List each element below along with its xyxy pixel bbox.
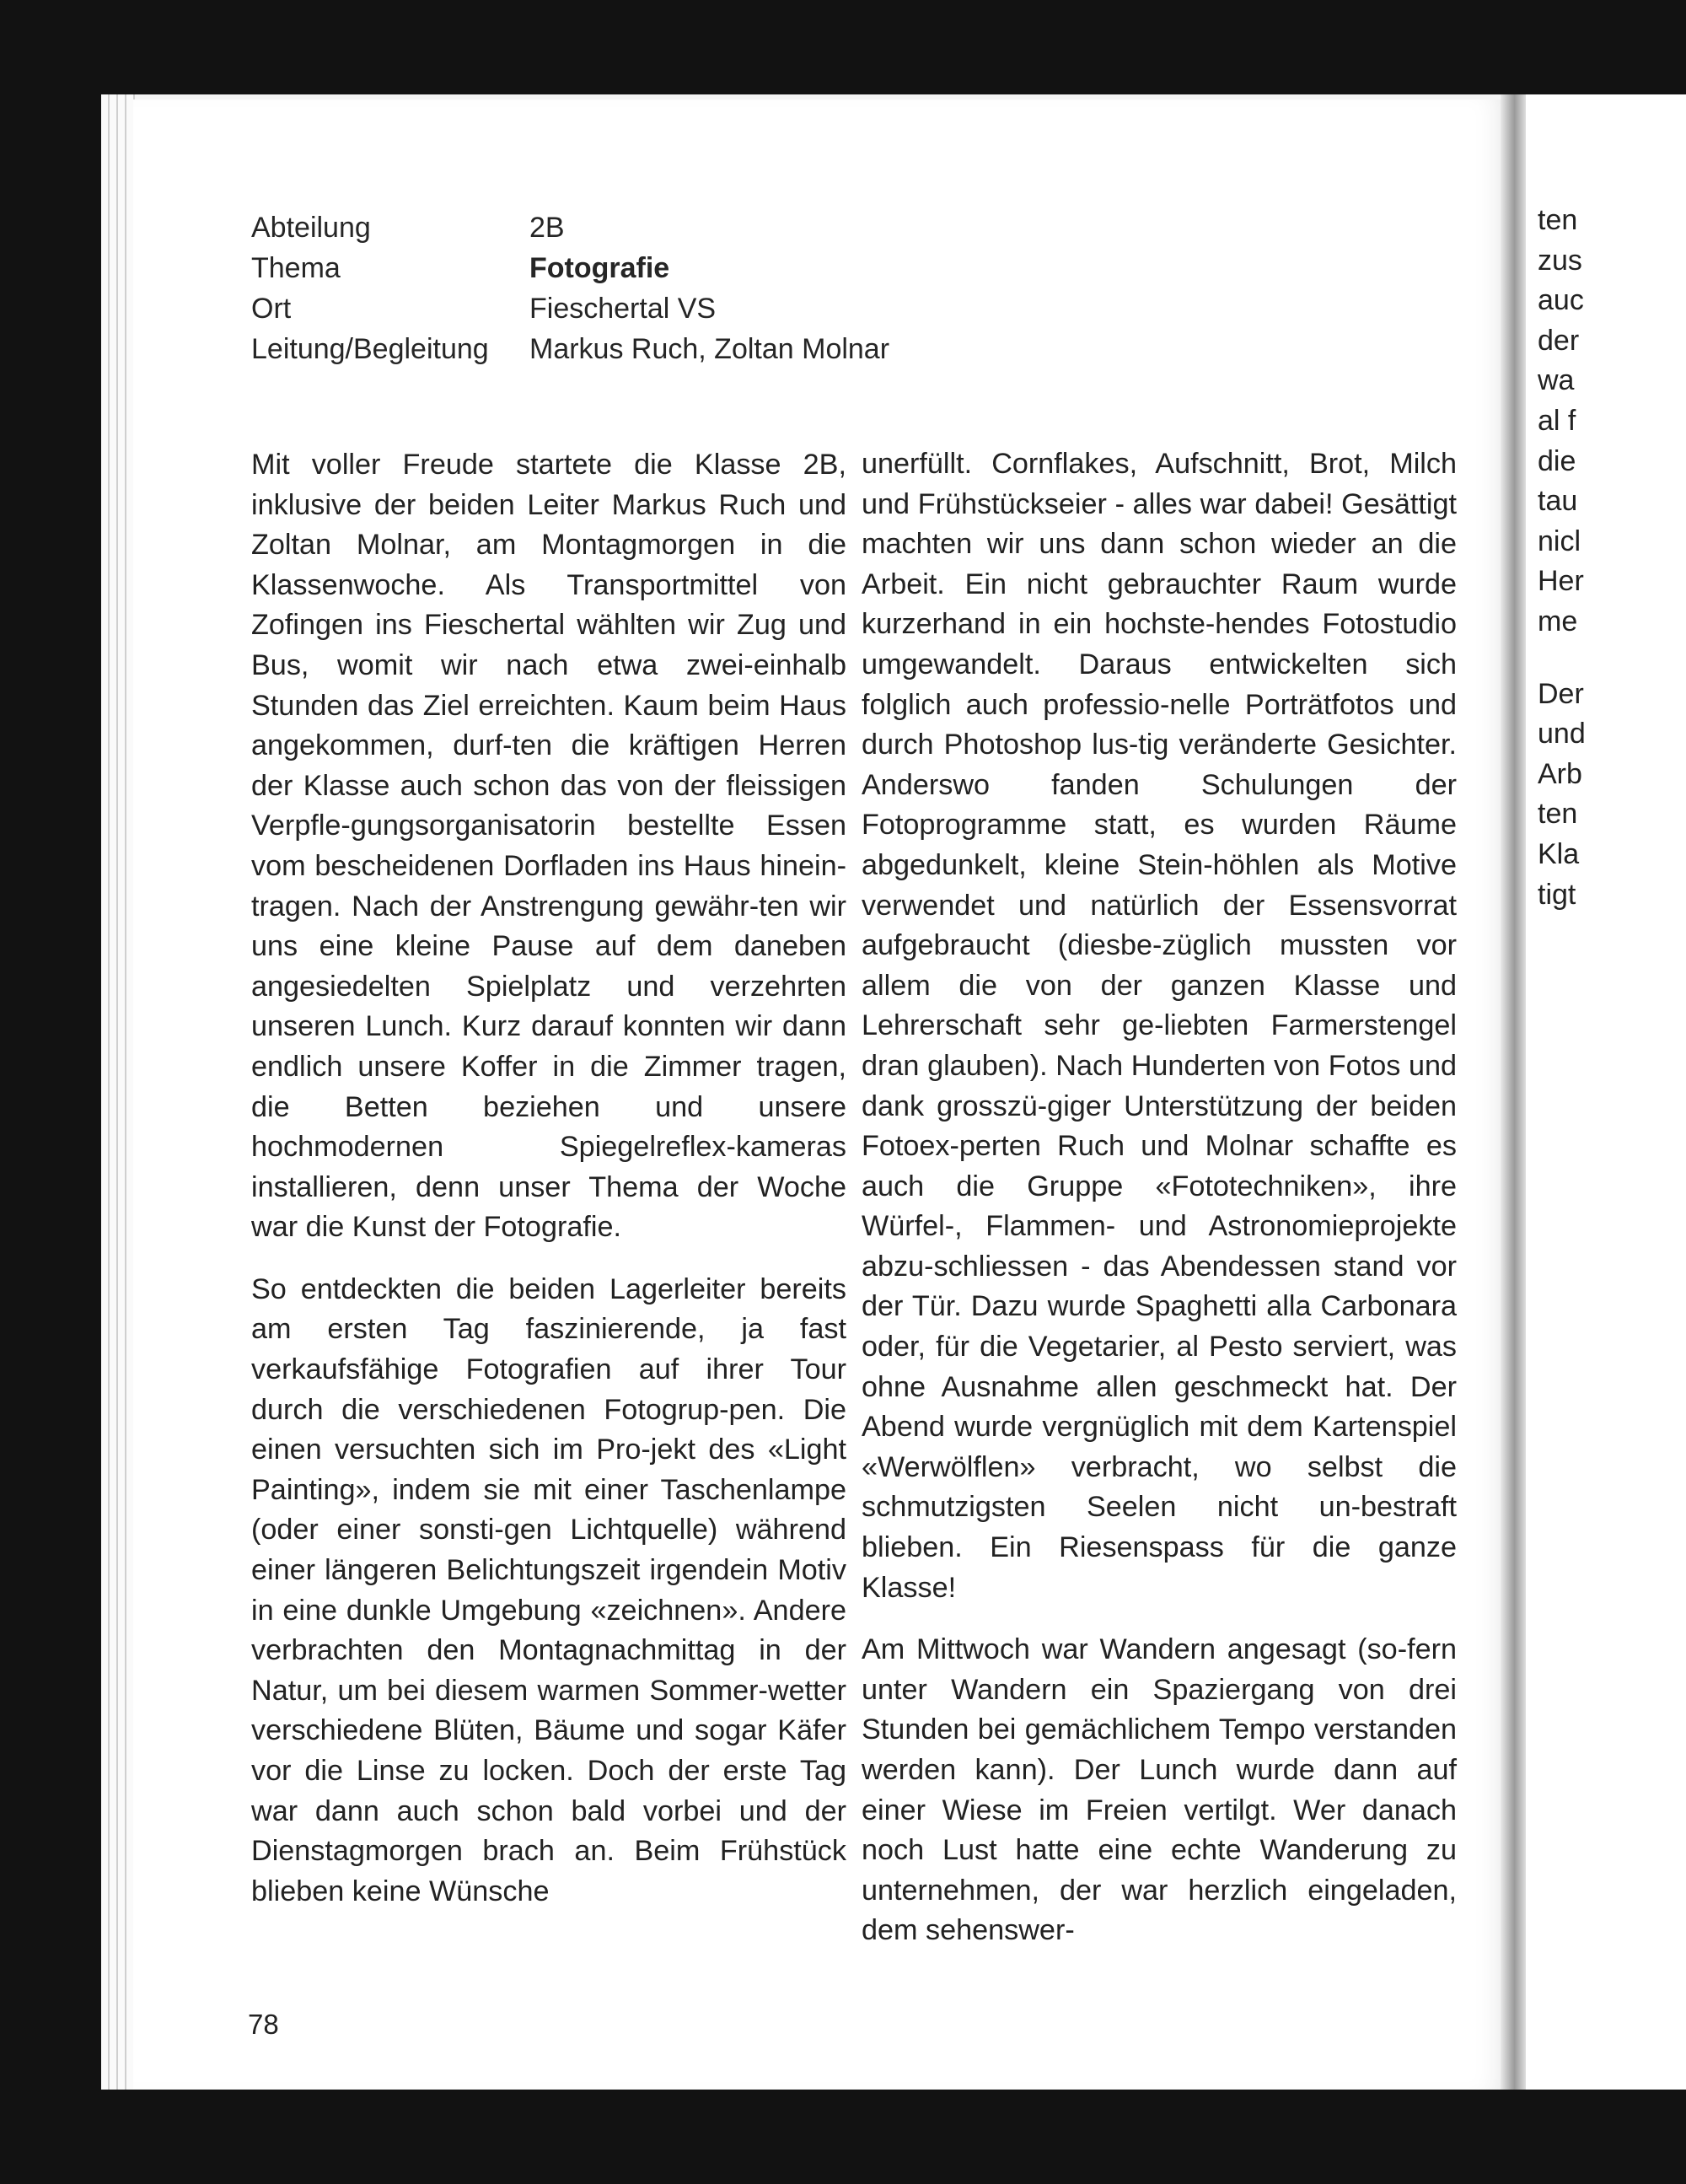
scan-border-left bbox=[0, 0, 101, 2184]
right-page-edge bbox=[1526, 94, 1686, 2090]
paragraph: So entdeckten die beiden Lagerleiter bereits am ersten Tag faszinierende, ja fast verkaufsfähige Fotografien auf ihrer Tour durch die verschiedenen Fotogrup-pen. Die einen versuchten sich im Pro-jekt des «Light Painting», indem sie mit einer Taschenlampe (oder einer sonsti-gen Lichtquelle) während einer längeren Belichtungszeit irgendein Motiv in eine dunkle Umgebung «zeichnen». Andere verbrachten den Montagnachmittag in der Natur, um bei diesem warmen Sommer-wetter verschiedene Blüten, Bäume und sogar Käfer vor die Linse zu locken. Doch der erste Tag war dann auch schon bald vorbei und der Dienstagmorgen brach an. Beim Frühstück blieben keine Wünsche bbox=[251, 1272, 846, 1907]
paragraph-gap bbox=[1538, 643, 1586, 675]
fragment-line: Der bbox=[1538, 677, 1584, 710]
meta-value: 2B bbox=[529, 212, 565, 244]
meta-row-abteilung bbox=[251, 207, 889, 248]
fragment-line: Her bbox=[1538, 565, 1584, 598]
page-stack-edge bbox=[110, 94, 118, 2090]
next-page-text-fragments bbox=[1538, 201, 1586, 915]
page-stack-edge bbox=[101, 94, 110, 2090]
meta-label: Abteilung bbox=[251, 212, 371, 244]
fragment-line: Kla bbox=[1538, 837, 1580, 870]
fragment-line: tau bbox=[1538, 485, 1578, 518]
fragment-line: tigt bbox=[1538, 878, 1576, 911]
meta-value: Markus Ruch, Zoltan Molnar bbox=[529, 333, 890, 365]
meta-table bbox=[251, 207, 889, 369]
scan-border-bottom bbox=[0, 2090, 1686, 2184]
fragment-line: me bbox=[1538, 605, 1578, 637]
fragment-line: auc bbox=[1538, 284, 1584, 317]
paragraph: Mit voller Freude startete die Klasse 2B, inklusive der beiden Leiter Markus Ruch und Zoltan Molnar, am Montagmorgen in die Klassenwoche. Als Transportmittel von Zofingen ins Fieschertal wählten wir Zug und Bus, womit wir nach etwa zwei-einhalb Stunden das Ziel erreichten. Kaum beim Haus angekommen, durf-ten die kräftigen Herren der Klasse auch schon das von der fleissigen Verpfle-gungsorganisatorin bestellte Essen vom bescheidenen Dorfladen ins Haus hinein-tragen. Nach der Anstrengung gewähr-ten wir uns eine kleine Pause auf dem daneben angesiedelten Spielplatz und verzehrten unseren Lunch. Kurz darauf konnten wir dann endlich unsere Koffer in die Zimmer tragen, die Betten beziehen und unsere hochmodernen Spiegelreflex-kameras installieren, denn unser Thema der Woche war die Kunst der Fotografie. bbox=[251, 449, 846, 1244]
fragment-line: die bbox=[1538, 444, 1576, 477]
fragment-line: ten bbox=[1538, 798, 1578, 831]
paragraph: Am Mittwoch war Wandern angesagt (so-fern unter Wandern ein Spaziergang von drei Stunden bei gemächlichem Tempo verstanden werden kann). Der Lunch wurde dann auf einer Wiese im Freien vertilgt. Wer danach noch Lust hatte eine echte Wanderung zu unternehmen, der war herzlich eingeladen, dem sehenswer- bbox=[862, 1633, 1457, 1947]
fragment-line: zus bbox=[1538, 244, 1582, 277]
page-number: 78 bbox=[248, 2009, 279, 2040]
meta-label: Leitung/Begleitung bbox=[251, 333, 489, 365]
fragment-line: Arb bbox=[1538, 757, 1582, 790]
meta-label: Ort bbox=[251, 293, 292, 325]
fragment-line: al f bbox=[1538, 404, 1576, 437]
fragment-line: und bbox=[1538, 718, 1586, 750]
left-page bbox=[133, 100, 1509, 2090]
meta-row-leitung bbox=[251, 329, 889, 369]
scan-border-top bbox=[0, 0, 1686, 94]
meta-label: Thema bbox=[251, 252, 341, 284]
meta-value-topic: Fotografie bbox=[529, 252, 670, 284]
fragment-line: nicl bbox=[1538, 524, 1581, 557]
meta-value: Fieschertal VS bbox=[529, 293, 717, 325]
text-column-left bbox=[251, 445, 846, 1934]
meta-row-ort bbox=[251, 288, 889, 329]
paragraph: unerfüllt. Cornflakes, Aufschnitt, Brot, Milch und Frühstückseier - alles war dabei! Gesättigt machten wir uns dann schon wieder an die Arbeit. Ein nicht gebrauchter Raum wurde kurzerhand in ein hochste-hendes Fotostudio umgewandelt. Daraus entwickelten sich folglich auch professio-nelle Porträtfotos und durch Photoshop lus-tig veränderte Gesichter. Anderswo fanden Schulungen der Fotoprogramme statt, es wurden Räume abgedunkelt, kleine Stein-höhlen als Motive verwendet und natürlich der Essensvorrat aufgebraucht (diesbe-züglich mussten vor allem die von der ganzen Klasse und Lehrerschaft sehr ge-liebten Farmerstengel dran glauben). Nach Hunderten von Fotos und dank grosszü-giger Unterstützung der beiden Fotoex-perten Ruch und Molnar schaffte es auch die Gruppe «Fototechniken», ihre Würfel-, Flammen- und Astronomieprojekte abzu-schliessen - das Abendessen stand vor der Tür. Dazu wurde Spaghetti alla Carbonara oder, für die Vegetarier, al Pesto serviert, was ohne Ausnahme allen geschmeckt hat. Der Abend wurde vergnüglich mit dem Kartenspiel «Werwölflen» verbracht, wo selbst die schmutzigsten Seelen nicht un-bestraft blieben. Ein Riesenspass für die ganze Klasse! bbox=[862, 448, 1457, 1604]
meta-row-thema bbox=[251, 248, 889, 288]
fragment-line: der bbox=[1538, 324, 1580, 357]
page-stack-edge bbox=[118, 94, 126, 2090]
book-gutter bbox=[1501, 94, 1526, 2090]
fragment-line: ten bbox=[1538, 204, 1578, 236]
fragment-line: wa bbox=[1538, 364, 1575, 397]
text-column-right bbox=[862, 444, 1457, 1973]
